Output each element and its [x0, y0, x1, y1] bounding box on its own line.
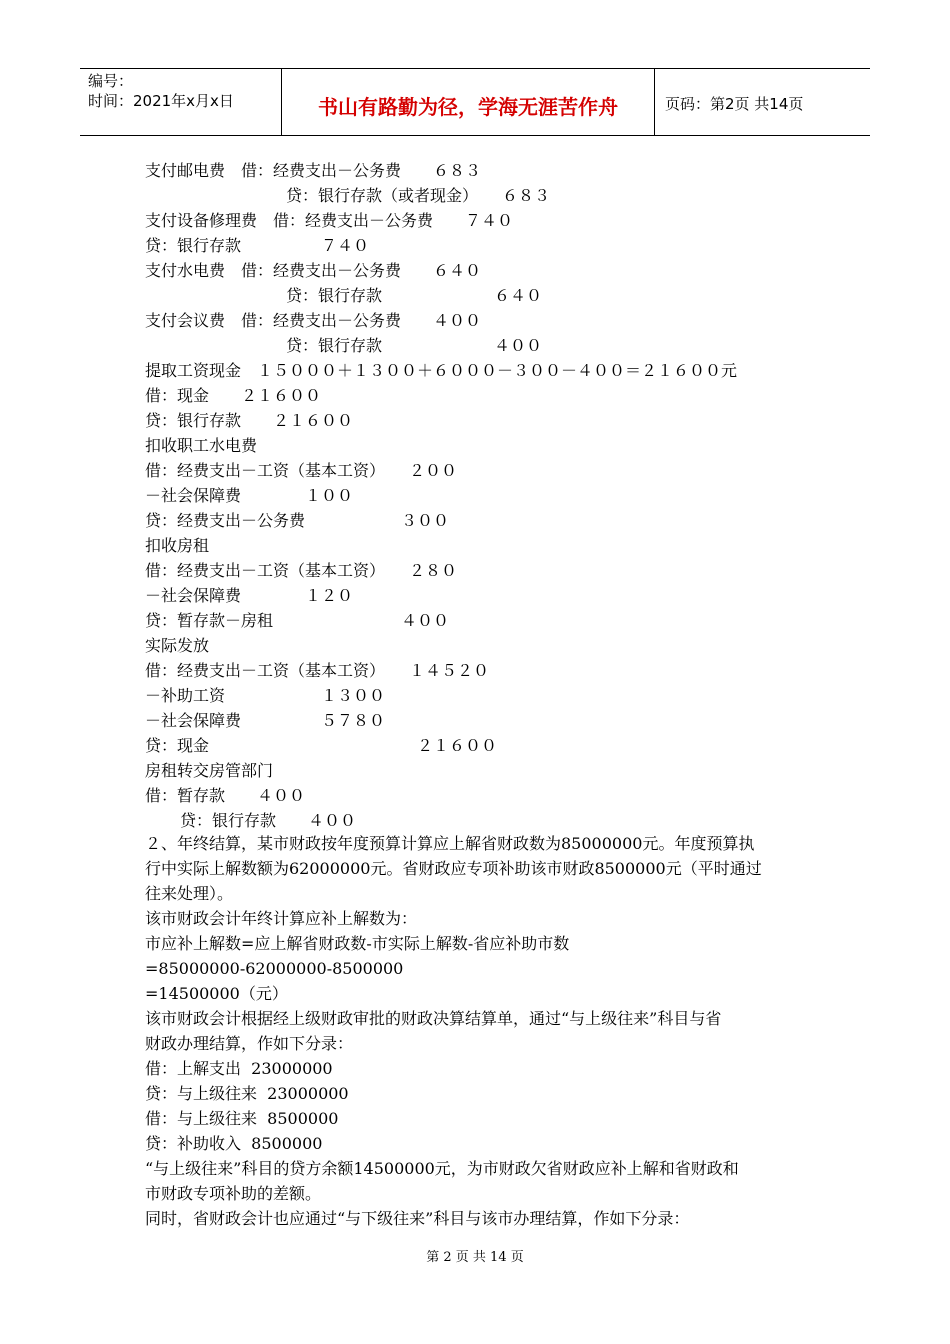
text-line: ２、年终结算，某市财政按年度预算计算应上解省财政数为85000000元。年度预算执: [145, 834, 755, 853]
text-line: －社会保障费 １２０: [145, 586, 354, 605]
text-line: 贷：与上级往来 23000000: [145, 1084, 349, 1103]
document-date: 时间：2021年x月x日: [88, 92, 234, 110]
text-line: 贷：银行存款 ４００: [180, 811, 357, 830]
text-line: 贷：银行存款 ２１６００: [145, 411, 354, 430]
text-line: 支付设备修理费 借：经费支出－公务费 ７４０: [145, 211, 514, 230]
text-line: 实际发放: [145, 636, 210, 655]
text-line: 财政办理结算，作如下分录：: [145, 1034, 354, 1053]
text-line: 贷：银行存款 ４００: [286, 336, 543, 355]
header-page-info: 页码：第2页 共14页: [665, 94, 804, 113]
text-line: 支付会议费 借：经费支出－公务费 ４００: [145, 311, 482, 330]
text-line: －补助工资 １３００: [145, 686, 386, 705]
text-line: 支付水电费 借：经费支出－公务费 ６４０: [145, 261, 482, 280]
text-line: 贷：现金 ２１６００: [145, 736, 498, 755]
text-line: 借：经费支出－工资（基本工资） ２００: [145, 461, 458, 480]
text-line: 市应补上解数=应上解省财政数-市实际上解数-省应补助市数: [145, 934, 570, 953]
text-line: 行中实际上解数额为62000000元。省财政应专项补助该市财政8500000元（平时通过: [145, 859, 762, 878]
text-line: 扣收房租: [145, 536, 210, 555]
text-line: “与上级往来”科目的贷方余额14500000元，为市财政欠省财政应补上解和省财政和: [145, 1159, 739, 1178]
text-line: 借：经费支出－工资（基本工资） １４５２０: [145, 661, 490, 680]
text-line: －社会保障费 １００: [145, 486, 354, 505]
text-line: 提取工资现金 １５０００＋１３００＋６０００－３００－４００＝２１６００元: [145, 361, 738, 380]
text-line: 扣收职工水电费: [145, 436, 258, 455]
text-line: 往来处理）。: [145, 884, 234, 903]
header-motto: 书山有路勤为径，学海无涯苦作舟: [282, 69, 655, 135]
text-line: 借：现金 ２１６００: [145, 386, 322, 405]
text-line: 同时，省财政会计也应通过“与下级往来”科目与该市办理结算，作如下分录：: [145, 1209, 690, 1228]
text-line: 借：经费支出－工资（基本工资） ２８０: [145, 561, 458, 580]
text-line: 贷：暂存款－房租 ４００: [145, 611, 450, 630]
text-line: 贷：银行存款 ６４０: [286, 286, 543, 305]
page-footer: 第 2 页 共 14 页: [426, 1250, 524, 1265]
text-line: 贷：银行存款（或者现金） ６８３: [286, 186, 551, 205]
text-line: 市财政专项补助的差额。: [145, 1184, 322, 1203]
text-line: 房租转交房管部门: [145, 761, 274, 780]
text-line: －社会保障费 ５７８０: [145, 711, 386, 730]
document-number-label: 编号：: [88, 72, 134, 90]
text-line: 借：暂存款 ４００: [145, 786, 306, 805]
text-line: 借：与上级往来 8500000: [145, 1109, 339, 1128]
text-line: 该市财政会计年终计算应补上解数为：: [145, 909, 418, 928]
text-line: 该市财政会计根据经上级财政审批的财政决算结算单，通过“与上级往来”科目与省: [145, 1009, 722, 1028]
text-line: 借：上解支出 23000000: [145, 1059, 333, 1078]
text-line: 支付邮电费 借：经费支出－公务费 ６８３: [145, 161, 482, 180]
text-line: 贷：经费支出－公务费 ３００: [145, 511, 450, 530]
text-line: =85000000-62000000-8500000: [145, 959, 404, 978]
text-line: =14500000（元）: [145, 984, 288, 1003]
text-line: 贷：银行存款 ７４０: [145, 236, 370, 255]
text-line: 贷：补助收入 8500000: [145, 1134, 323, 1153]
